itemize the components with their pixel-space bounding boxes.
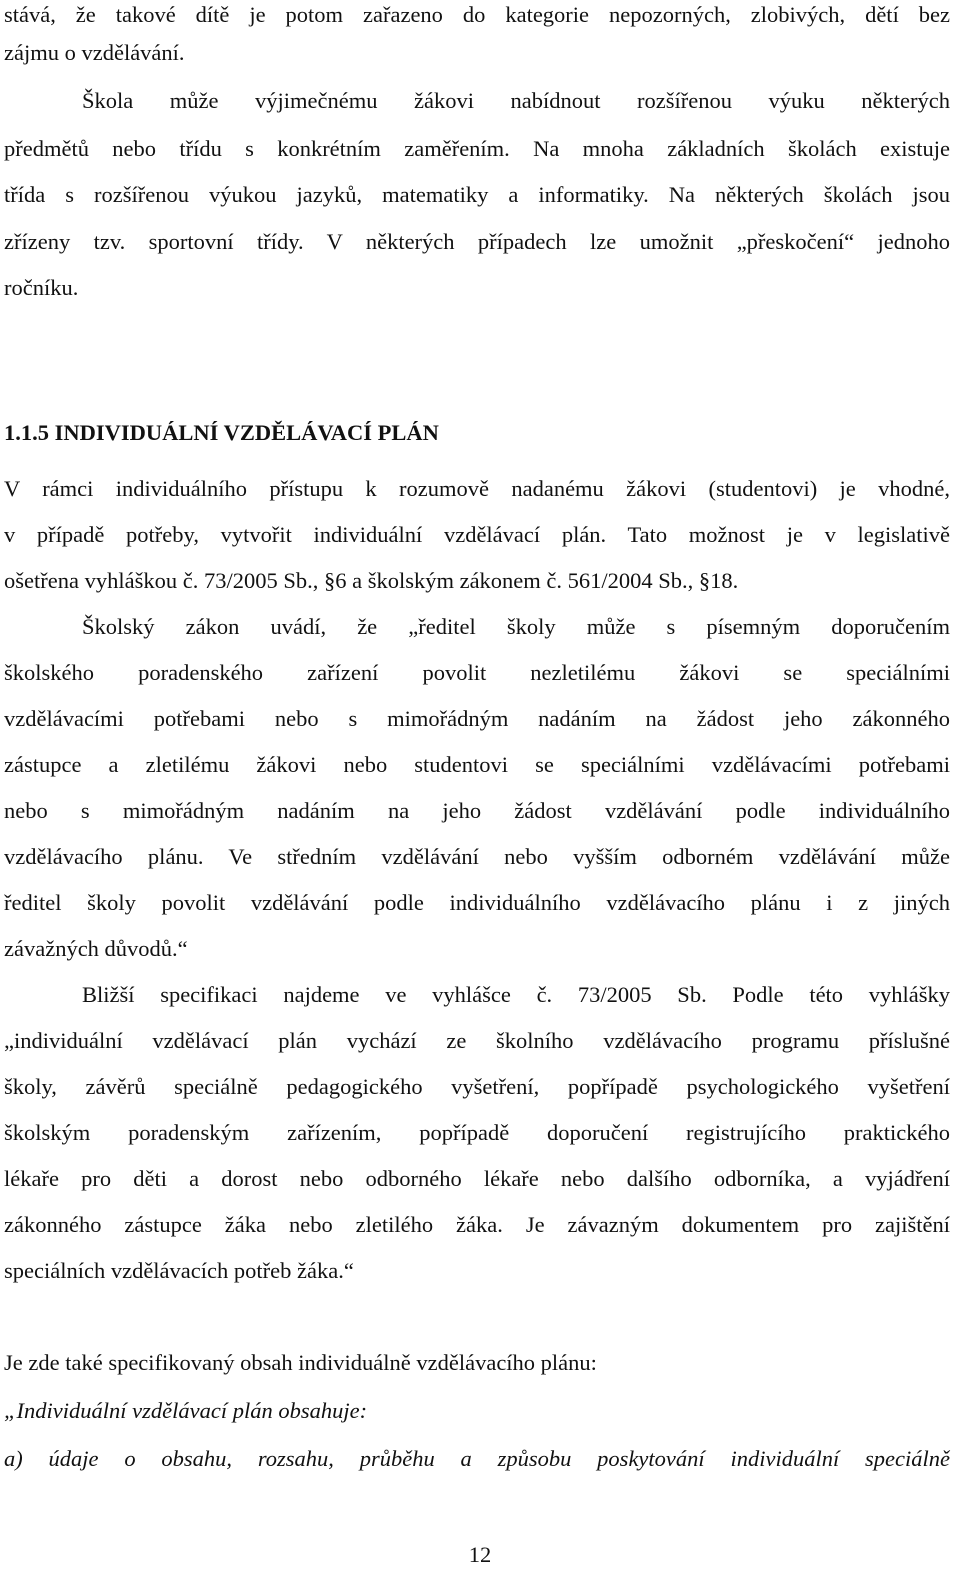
text-line: školského poradenského zařízení povolit nezletilému žákovi se speciálními <box>4 660 950 685</box>
text-line: zákonného zástupce žáka nebo zletilého žáka. Je závazným dokumentem pro zajištění <box>4 1212 950 1237</box>
text-line: školským poradenským zařízením, popřípadě doporučení registrujícího praktického <box>4 1120 950 1145</box>
text-line: speciálních vzdělávacích potřeb žáka.“ <box>4 1258 354 1283</box>
page-number: 12 <box>468 1542 492 1567</box>
section-heading: 1.1.5 INDIVIDUÁLNÍ VZDĚLÁVACÍ PLÁN <box>4 420 439 445</box>
text-line: vzdělávacího plánu. Ve středním vzdělávání nebo vyšším odborném vzdělávání může <box>4 844 950 869</box>
text-line: Je zde také specifikovaný obsah individuálně vzdělávacího plánu: <box>4 1350 597 1375</box>
text-line: zástupce a zletilému žákovi nebo studentovi se speciálními vzdělávacími potřebami <box>4 752 950 777</box>
quote-line: a) údaje o obsahu, rozsahu, průběhu a způsobu poskytování individuální speciálně <box>4 1446 950 1471</box>
text-line: Školský zákon uvádí, že „ředitel školy může s písemným doporučením <box>82 614 950 639</box>
text-line: „individuální vzdělávací plán vychází ze školního vzdělávacího programu příslušné <box>4 1028 950 1053</box>
text-line: ošetřena vyhláškou č. 73/2005 Sb., §6 a školským zákonem č. 561/2004 Sb., §18. <box>4 568 739 593</box>
text-line: závažných důvodů.“ <box>4 936 188 961</box>
text-line: školy, závěrů speciálně pedagogického vyšetření, popřípadě psychologického vyšetření <box>4 1074 950 1099</box>
text-line: Bližší specifikaci najdeme ve vyhlášce č. 73/2005 Sb. Podle této vyhlášky <box>82 982 950 1007</box>
quote-line: „Individuální vzdělávací plán obsahuje: <box>4 1398 368 1423</box>
text-line: Škola může výjimečnému žákovi nabídnout rozšířenou výuku některých <box>82 88 950 113</box>
text-line: ročníku. <box>4 275 79 300</box>
text-line: vzdělávacími potřebami nebo s mimořádným nadáním na žádost jeho zákonného <box>4 706 950 731</box>
text-line: ředitel školy povolit vzdělávání podle individuálního vzdělávacího plánu i z jiných <box>4 890 950 915</box>
text-line: stává, že takové dítě je potom zařazeno do kategorie nepozorných, zlobivých, dětí bez <box>4 2 950 27</box>
text-line: V rámci individuálního přístupu k rozumově nadanému žákovi (studentovi) je vhodné, <box>4 476 950 501</box>
text-line: v případě potřeby, vytvořit individuální vzdělávací plán. Tato možnost je v legislativě <box>4 522 950 547</box>
text-line: předmětů nebo třídu s konkrétním zaměřením. Na mnoha základních školách existuje <box>4 136 950 161</box>
text-line: lékaře pro děti a dorost nebo odborného lékaře nebo dalšího odborníka, a vyjádření <box>4 1166 950 1191</box>
text-line: nebo s mimořádným nadáním na jeho žádost vzdělávání podle individuálního <box>4 798 950 823</box>
text-line: zřízeny tzv. sportovní třídy. V některých případech lze umožnit „přeskočení“ jednoho <box>4 229 950 254</box>
text-line: zájmu o vzdělávání. <box>4 40 185 65</box>
text-line: třída s rozšířenou výukou jazyků, matematiky a informatiky. Na některých školách jsou <box>4 182 950 207</box>
